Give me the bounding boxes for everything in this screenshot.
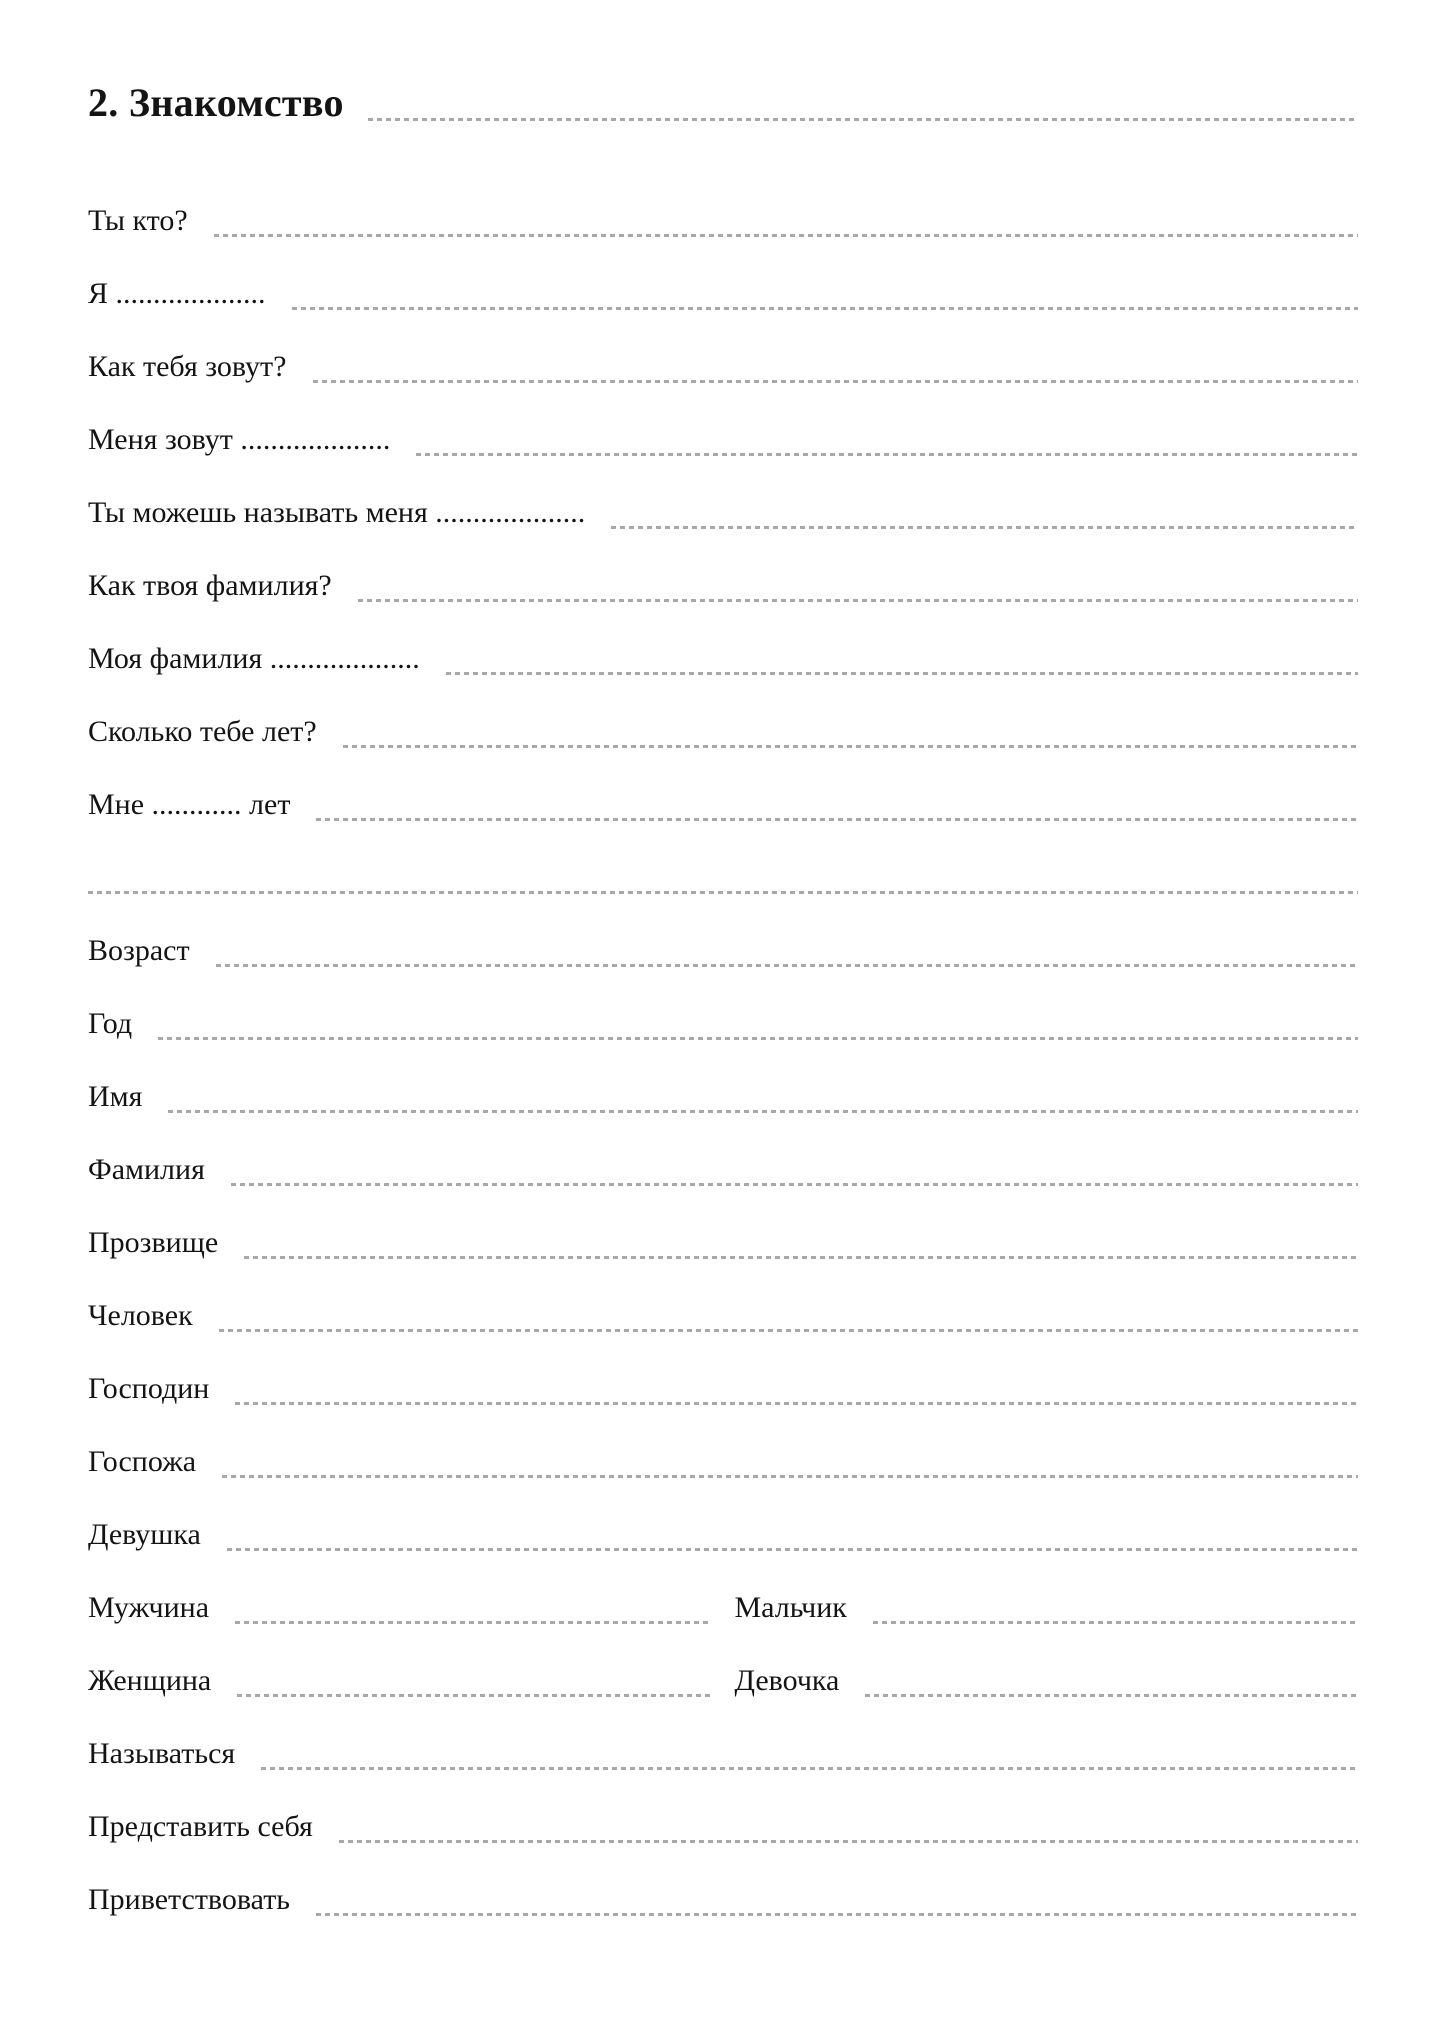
phrase-row	[88, 476, 1358, 549]
phrase-label: Ты кто?	[88, 204, 188, 237]
vocab-row	[88, 1790, 1358, 1863]
phrase-label: Как тебя зовут?	[88, 350, 287, 383]
writing-line	[873, 1621, 1358, 1624]
writing-line	[339, 1840, 1358, 1843]
vocab-row	[88, 1352, 1358, 1425]
writing-line	[168, 1110, 1358, 1113]
vocab-label: Фамилия	[88, 1153, 205, 1186]
empty-writing-row	[88, 841, 1358, 914]
vocab-label: Человек	[88, 1299, 193, 1332]
vocab-pair-cell-right	[735, 1644, 1359, 1717]
writing-line	[316, 818, 1358, 821]
phrase-label: Сколько тебе лет?	[88, 715, 317, 748]
vocab-pair-cell-left	[88, 1571, 712, 1644]
writing-line	[235, 1621, 711, 1624]
writing-line	[231, 1183, 1358, 1186]
phrase-label: Я ....................	[88, 277, 266, 310]
vocab-row	[88, 914, 1358, 987]
section-heading-row	[88, 78, 1358, 128]
writing-line	[235, 1402, 1358, 1405]
phrase-row	[88, 695, 1358, 768]
writing-line	[416, 453, 1358, 456]
vocab-pair-row	[88, 1644, 1358, 1717]
vocab-row	[88, 987, 1358, 1060]
vocab-label: Приветствовать	[88, 1883, 290, 1916]
vocab-label: Женщина	[88, 1664, 212, 1697]
vocab-pair-row	[88, 1571, 1358, 1644]
writing-line	[237, 1694, 711, 1697]
phrase-label: Ты можешь называть меня ....................	[88, 496, 586, 529]
vocab-row	[88, 1425, 1358, 1498]
vocab-label: Девочка	[734, 1664, 840, 1697]
writing-line	[219, 1329, 1358, 1332]
vocab-label: Прозвище	[88, 1226, 219, 1259]
vocab-row	[88, 1133, 1358, 1206]
vocab-label: Мужчина	[88, 1591, 210, 1624]
vocab-pair-cell-left	[88, 1644, 712, 1717]
vocab-row	[88, 1863, 1358, 1936]
phrase-row	[88, 184, 1358, 257]
worksheet-rows	[88, 184, 1358, 1936]
section-title: 2. Знакомство	[88, 80, 344, 125]
vocab-label: Госпожа	[88, 1445, 197, 1478]
vocab-row	[88, 1206, 1358, 1279]
writing-line	[313, 380, 1359, 383]
vocab-row	[88, 1498, 1358, 1571]
writing-line	[611, 526, 1358, 529]
writing-line	[446, 672, 1358, 675]
vocab-label: Год	[88, 1007, 133, 1040]
writing-line	[865, 1694, 1358, 1697]
vocab-row	[88, 1717, 1358, 1790]
writing-line	[261, 1767, 1358, 1770]
vocab-row	[88, 1279, 1358, 1352]
vocab-row	[88, 1060, 1358, 1133]
writing-line	[343, 745, 1358, 748]
phrase-row	[88, 768, 1358, 841]
phrase-row	[88, 622, 1358, 695]
phrase-label: Моя фамилия ....................	[88, 642, 420, 675]
writing-line	[158, 1037, 1358, 1040]
vocab-pair-cell-right	[735, 1571, 1359, 1644]
writing-line	[222, 1475, 1358, 1478]
vocab-label: Девушка	[88, 1518, 201, 1551]
phrase-label: Мне ............ лет	[88, 788, 291, 821]
vocab-label: Мальчик	[734, 1591, 847, 1624]
phrase-row	[88, 549, 1358, 622]
writing-line	[368, 118, 1358, 121]
phrase-row	[88, 257, 1358, 330]
phrase-row	[88, 403, 1358, 476]
phrase-label: Меня зовут ....................	[88, 423, 391, 456]
phrase-label: Как твоя фамилия?	[88, 569, 332, 602]
writing-line	[216, 964, 1358, 967]
writing-line	[292, 307, 1358, 310]
vocab-label: Господин	[88, 1372, 210, 1405]
writing-line	[316, 1913, 1358, 1916]
vocab-label: Представить себя	[88, 1810, 313, 1843]
writing-line	[244, 1256, 1358, 1259]
writing-line	[358, 599, 1358, 602]
vocab-label: Возраст	[88, 934, 190, 967]
writing-line	[227, 1548, 1358, 1551]
vocab-label: Называться	[88, 1737, 236, 1770]
vocab-label: Имя	[88, 1080, 143, 1113]
writing-line	[214, 234, 1358, 237]
phrase-row	[88, 330, 1358, 403]
writing-line	[88, 891, 1358, 894]
